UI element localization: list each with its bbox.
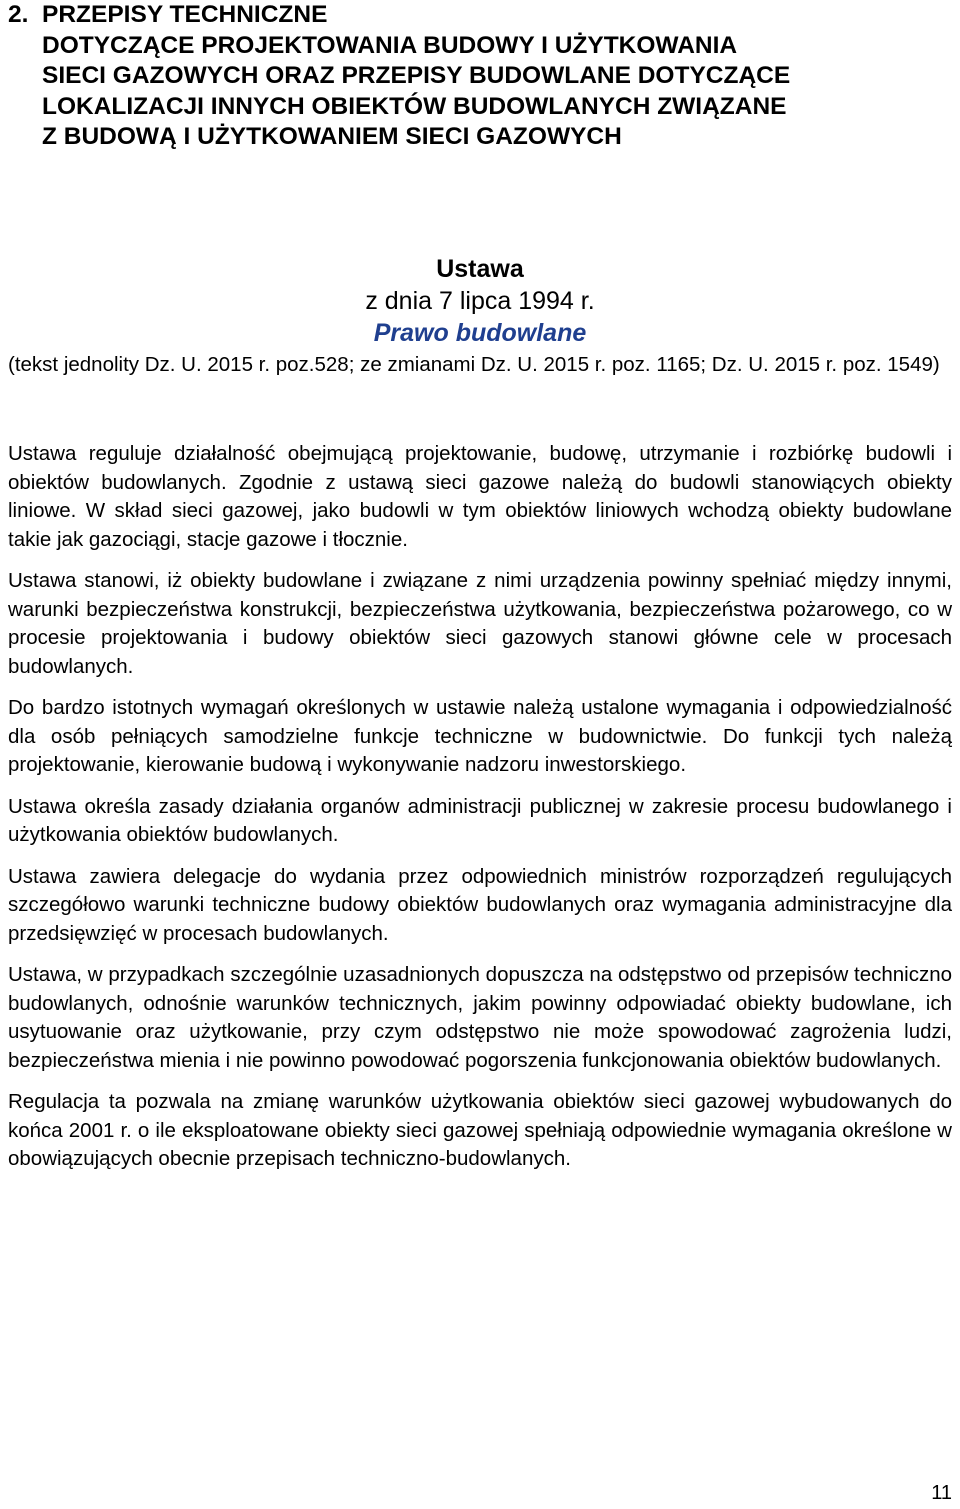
section-title-line: LOKALIZACJI INNYCH OBIEKTÓW BUDOWLANYCH ZWIĄZANE <box>42 92 787 120</box>
act-header <box>0 252 960 350</box>
act-citation: (tekst jednolity Dz. U. 2015 r. poz.528; ze zmianami Dz. U. 2015 r. poz. 1165; Dz. U. 2015 r. poz. 1549) <box>8 353 940 376</box>
act-name: Prawo budowlane <box>373 319 587 347</box>
section-title-line: Z BUDOWĄ I UŻYTKOWANIEM SIECI GAZOWYCH <box>42 123 622 150</box>
document-body <box>8 440 952 1187</box>
section-heading <box>8 0 948 153</box>
paragraph: Ustawa reguluje działalność obejmującą projektowanie, budowę, utrzymanie i rozbiórkę budowli i obiektów budowlanych. Zgodnie z ustawą sieci gazowe należą do budowli stanowiących obiekty liniowe. W skład sieci gazowej, jako budowli w tym obiektów liniowych wchodzą obiekty budowlane takie jak gazociągi, stacje gazowe i tłocznie. <box>8 442 952 551</box>
section-title-line: PRZEPISY TECHNICZNE <box>42 1 328 28</box>
paragraph: Ustawa, w przypadkach szczególnie uzasadnionych dopuszcza na odstępstwo od przepisów techniczno budowlanych, odnośnie warunków technicznych, jakim powinny odpowiadać obiekty budowlane, ich usytuowanie oraz użytkowanie, przy czym odstępstwo nie może spowodować zagrożenia ludzi, bezpieczeństwa mienia i nie powinno powodować pogorszenia funkcjonowania obiektów budowlanych. <box>8 963 952 1072</box>
act-title: Ustawa <box>436 255 524 283</box>
section-title-line: SIECI GAZOWYCH ORAZ PRZEPISY BUDOWLANE DOTYCZĄCE <box>42 62 791 89</box>
paragraph: Ustawa zawiera delegacje do wydania przez odpowiednich ministrów rozporządzeń regulujących szczegółowo warunki techniczne budowy obiektów budowlanych oraz wymagania administracyjne dla przedsięwzięć w procesach budowlanych. <box>8 864 952 945</box>
section-number: 2. <box>8 1 29 28</box>
section-title-line: DOTYCZĄCE PROJEKTOWANIA BUDOWY I UŻYTKOWANIA <box>42 31 738 59</box>
page-number: 11 <box>931 1482 952 1504</box>
paragraph: Regulacja ta pozwala na zmianę warunków użytkowania obiektów sieci gazowej wybudowanych do końca 2001 r. o ile eksploatowane obiekty sieci gazowej spełniają odpowiednie wymagania określone w obowiązujących obecnie przepisach techniczno-budowlanych. <box>8 1090 952 1170</box>
act-date: z dnia 7 lipca 1994 r. <box>365 287 595 315</box>
paragraph: Ustawa określa zasady działania organów administracji publicznej w zakresie procesu budowlanego i użytkowania obiektów budowlanych. <box>8 794 952 846</box>
section-heading-line-1 <box>8 0 948 31</box>
paragraph: Ustawa stanowi, iż obiekty budowlane i związane z nimi urządzenia powinny spełniać między innymi, warunki bezpieczeństwa konstrukcji, bezpieczeństwa użytkowania, bezpieczeństwa pożarowego, co w procesie projektowania i budowy obiektów sieci gazowych stanowi główne cele w procesach budowlanych. <box>8 569 952 678</box>
paragraph: Do bardzo istotnych wymagań określonych w ustawie należą ustalone wymagania i odpowiedzialność dla osób pełniących samodzielne funkcje techniczne w budownictwie. Do funkcji tych należą projektowanie, kierowanie budową i wykonywanie nadzoru inwestorskiego. <box>8 696 952 776</box>
